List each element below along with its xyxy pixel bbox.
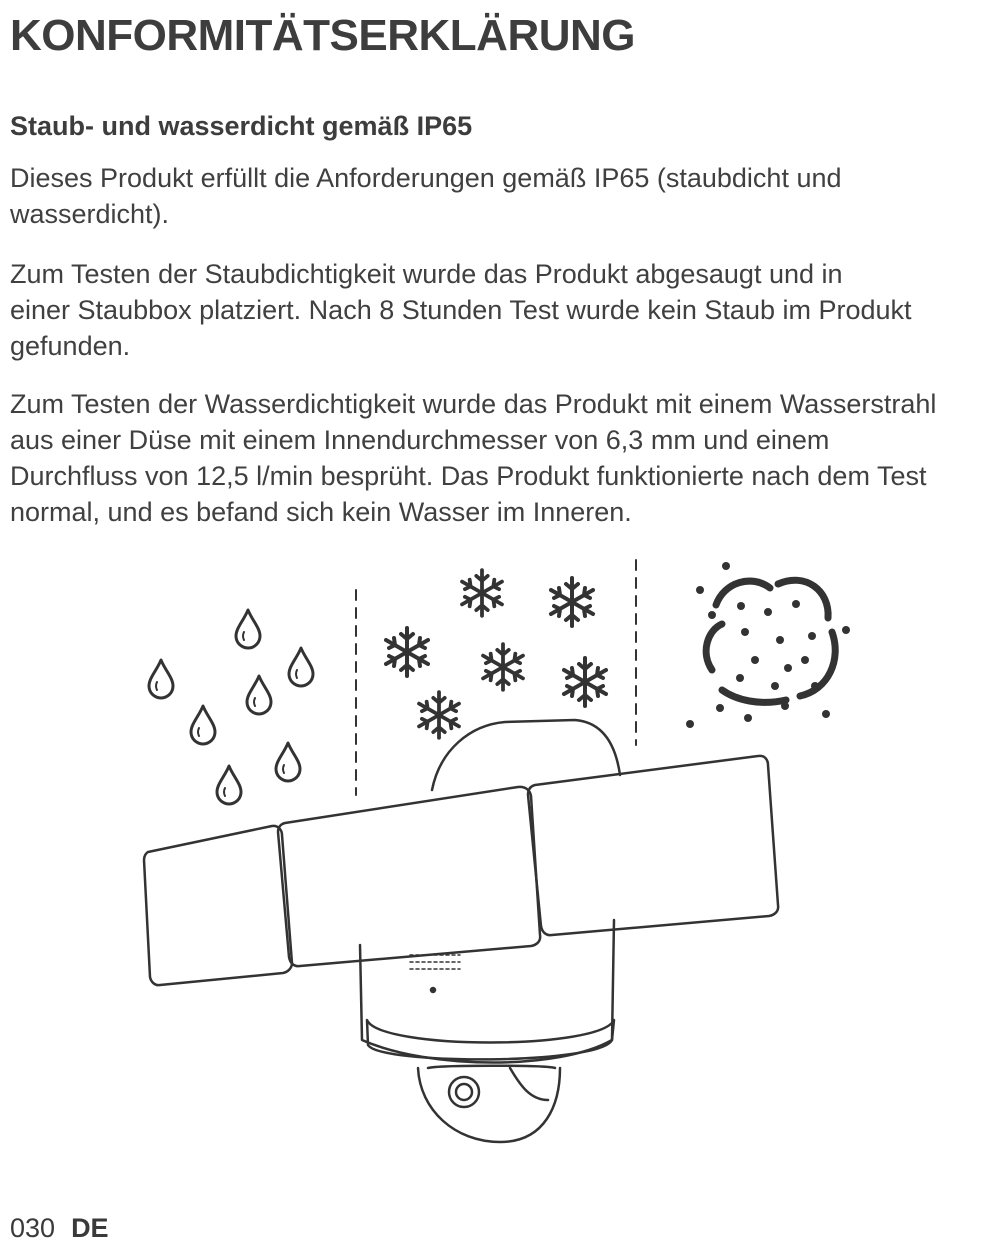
light-panel-middle bbox=[278, 787, 540, 966]
section-subtitle: Staub- und wasserdicht gemäß IP65 bbox=[10, 111, 473, 141]
snowflake-icon bbox=[386, 570, 606, 738]
page-footer bbox=[10, 1208, 109, 1248]
text-line: normal, und es befand sich kein Wasser im Inneren. bbox=[10, 497, 632, 527]
camera-body bbox=[360, 920, 614, 1063]
camera-speaker-grill bbox=[410, 955, 460, 969]
page-title: KONFORMITÄTSERKLÄRUNG bbox=[10, 11, 636, 60]
water-drop-icon bbox=[149, 610, 313, 804]
camera-mount bbox=[432, 720, 620, 790]
light-panel-right bbox=[528, 756, 778, 935]
language-code: DE bbox=[71, 1213, 109, 1243]
ip65-illustration bbox=[120, 545, 860, 1165]
text-line: einer Staubbox platziert. Nach 8 Stunden Test wurde kein Staub im Produkt bbox=[10, 295, 912, 325]
light-panel-left bbox=[144, 826, 292, 985]
dust-icon bbox=[686, 562, 850, 728]
text-line: Durchfluss von 12,5 l/min besprüht. Das Produkt funktionierte nach dem Test bbox=[10, 461, 927, 491]
paragraph-ip65 bbox=[10, 160, 842, 232]
paragraph-water-test bbox=[10, 386, 936, 530]
text-line: Dieses Produkt erfüllt die Anforderungen gemäß IP65 (staubdicht und bbox=[10, 163, 842, 193]
camera-lens bbox=[449, 1077, 479, 1107]
text-line: Zum Testen der Wasserdichtigkeit wurde das Produkt mit einem Wasserstrahl bbox=[10, 389, 937, 419]
text-line: gefunden. bbox=[10, 331, 131, 361]
camera-dome bbox=[418, 1068, 560, 1142]
text-line: wasserdicht). bbox=[10, 199, 170, 229]
paragraph-dust-test bbox=[10, 256, 912, 364]
page-number: 030 bbox=[10, 1213, 56, 1243]
text-line: Zum Testen der Staubdichtigkeit wurde das Produkt abgesaugt und in bbox=[10, 259, 843, 289]
text-line: aus einer Düse mit einem Innendurchmesser von 6,3 mm und einem bbox=[10, 425, 830, 455]
